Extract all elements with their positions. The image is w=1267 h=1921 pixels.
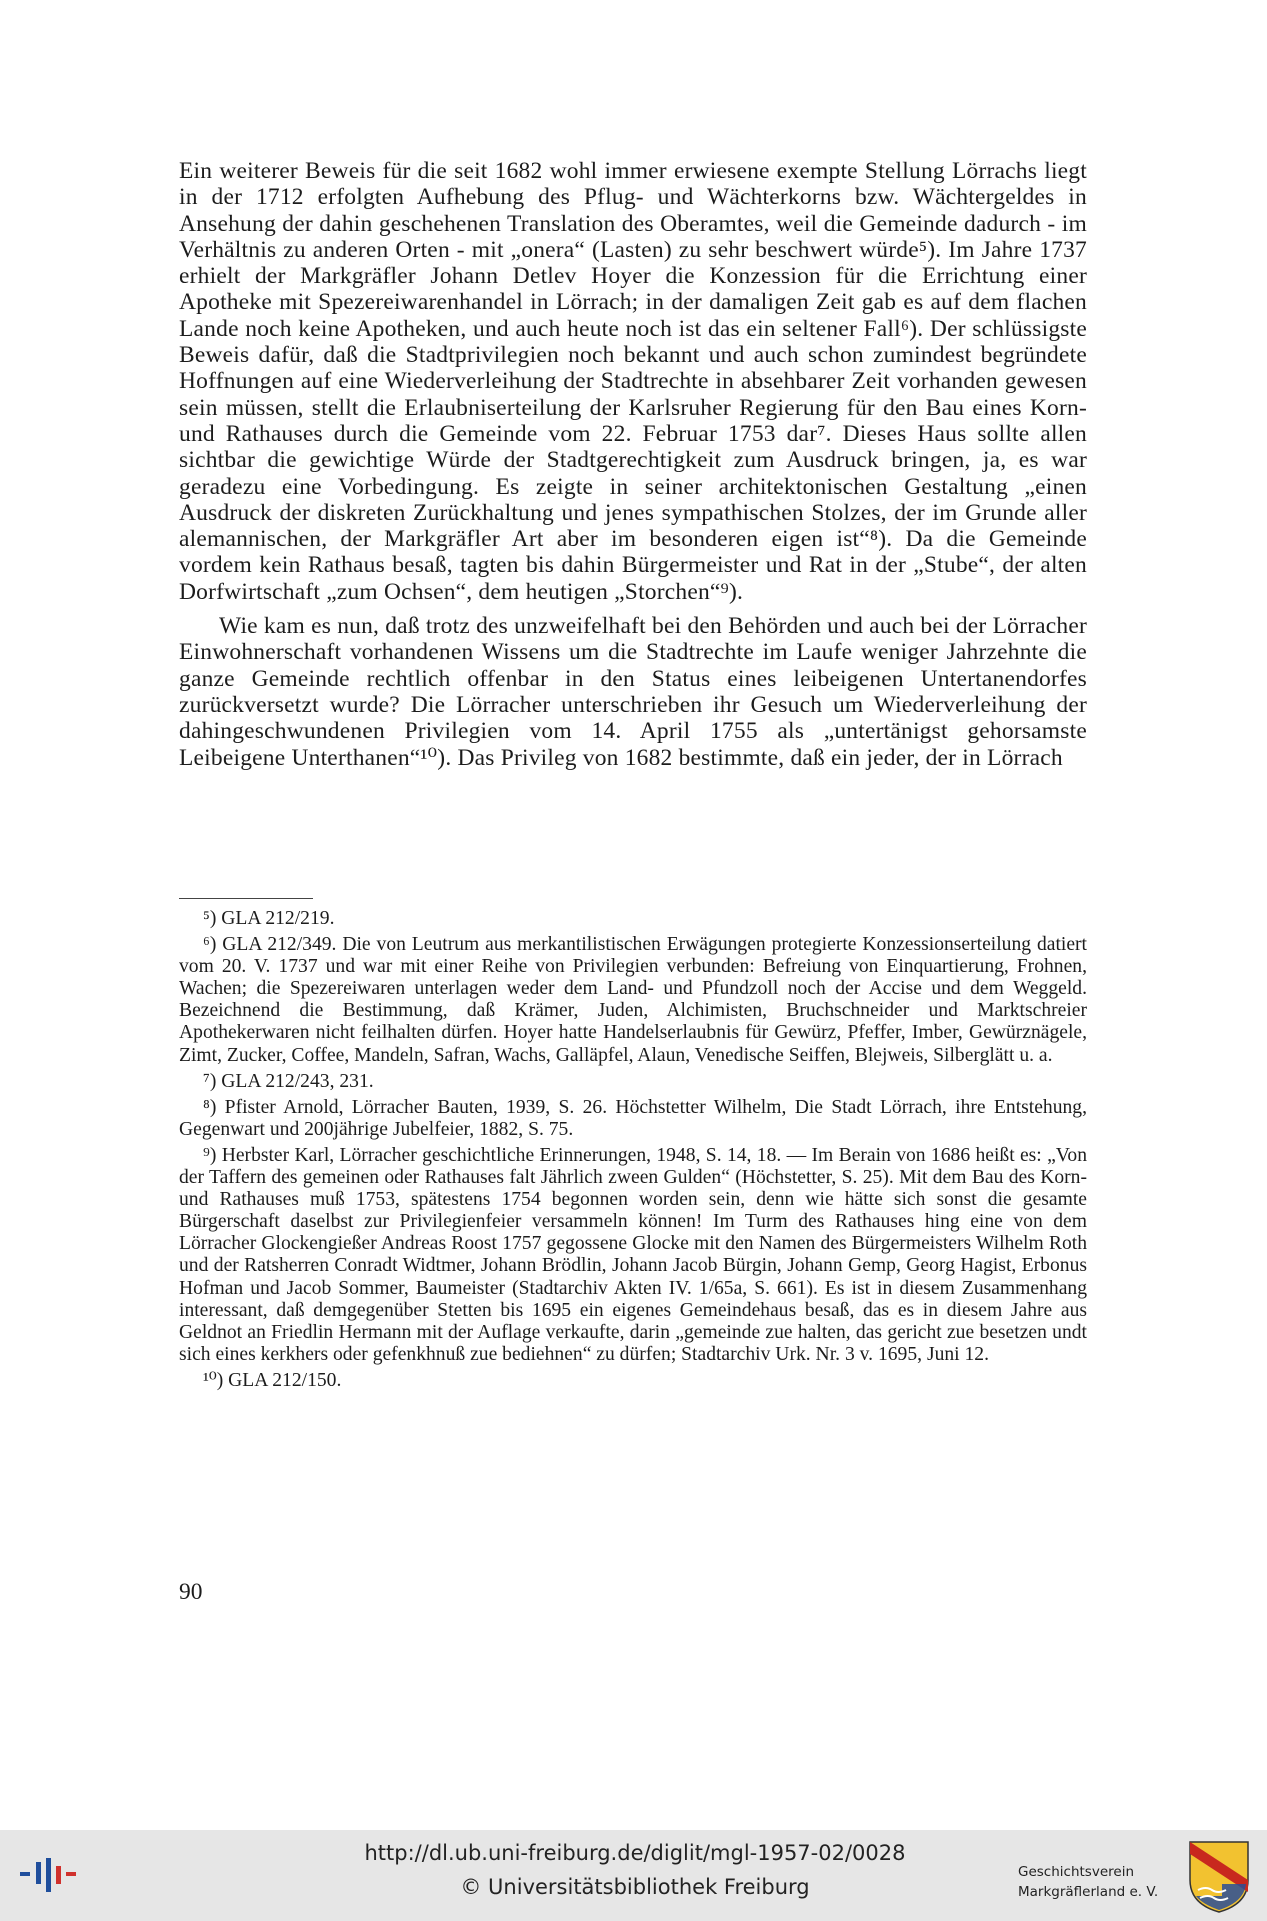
society-line-1: Geschichtsverein [1018,1864,1134,1880]
footnote-5: ⁵) GLA 212/219. [203,908,335,929]
body-paragraph: Wie kam es nun, daß trotz des unzweifelhaft bei den Behörden und auch bei der Lörracher Einwohnerschaft vorhandenen Wissens um die Stadtrechte im Laufe weniger Jahrzehnte die ganze Gemeinde rechtlich offenbar in den Status eines leibeigenen Untertanendorfes zurückversetzt wurde? Die Lörracher unterschrieben ihr Gesuch um Wiederverleihung der dahingeschwundenen Privilegien vom 14. April 1755 als „untertänigst gehorsamste Leibeigene Unterthanen“¹⁰). Das Privileg von 1682 bestimmte, daß ein jeder, der in Lörrach [179,613,1087,771]
main-text [179,158,1087,771]
footnote-divider [179,898,313,899]
page-number: 90 [179,1579,203,1605]
footnote-7: ⁷) GLA 212/243, 231. [203,1070,374,1092]
library-logo-icon[interactable] [18,1856,78,1898]
society-name[interactable] [1018,1862,1178,1902]
footer-bar [0,1830,1267,1921]
copyright-text: © Universitätsbibliothek Freiburg [460,1875,810,1899]
footnotes [179,908,1087,1396]
society-line-2: Markgräflerland e. V. [1018,1884,1159,1900]
body-paragraph: Ein weiterer Beweis für die seit 1682 wohl immer erwiesene exempte Stellung Lörrachs liegt in der 1712 erfolgten Aufhebung des Pflug- und Wächterkorns bzw. Wächtergeldes in Ansehung der dahin geschehenen Translation des Oberamtes, weil die Gemeinde dadurch - im Verhältnis zu anderen Orten - mit „onera“ (Lasten) zu sehr beschwert würde⁵). Im Jahre 1737 erhielt der Markgräfler Johann Detlev Hoyer die Konzession für die Errichtung einer Apotheke mit Spezereiwarenhandel in Lörrach; in der damaligen Zeit gab es auf dem flachen Lande noch keine Apotheken, und auch heute noch ist das ein seltener Fall⁶). Der schlüssigste Beweis dafür, daß die Stadtprivilegien noch bekannt und auch schon zumindest begründete Hoffnungen auf eine Wiederverleihung der Stadtrechte in absehbarer Zeit vorhanden gewesen sein müssen, stellt die Erlaubniserteilung der Karlsruher Regierung für den Bau eines Korn- und Rathauses durch die Gemeinde vom 22. Februar 1753 dar⁷. Dieses Haus sollte allen sichtbar die gewichtige Würde der Stadtgerechtigkeit zum Ausdruck bringen, ja, es war geradezu eine Vorbedingung. Es zeigte in seiner architektonischen Gestaltung „einen Ausdruck der diskreten Zurückhaltung und jenes sympathischen Stolzes, der im Grunde aller alemannischen, der Markgräfler Art aber im besonderen eigen ist“⁸). Da die Gemeinde vordem kein Rathaus besaß, tagten bis dahin Bürgermeister und Rat in der „Stube“, der alten Dorfwirtschaft „zum Ochsen“, dem heutigen „Storchen“⁹). [179,158,1087,605]
footnote-6: ⁶) GLA 212/349. Die von Leutrum aus merkantilistischen Erwägungen protegierte Konzessionserteilung datiert vom 20. V. 1737 und war mit einer Reihe von Privilegien verbunden: Befreiung von Einquartierung, Frohnen, Wachen; die Spezereiwaren unterlagen weder dem Land- und Pfundzoll noch der Accise und dem Weggeld. Bezeichnend die Bestimmung, daß Krämer, Juden, Alchimisten, Bruchschneider und Marktschreier Apothekerwaren nicht feilhalten dürfen. Hoyer hatte Handelserlaubnis für Gewürz, Pfeffer, Imber, Gewürznägele, Zimt, Zucker, Coffee, Mandeln, Safran, Wachs, Galläpfel, Alaun, Venedische Seiffen, Blejweis, Silberglätt u. a. [179,934,1087,1066]
coat-of-arms-icon[interactable] [1188,1840,1250,1914]
footer-links [290,1836,980,1904]
footnote-9: ⁹) Herbster Karl, Lörracher geschichtliche Erinnerungen, 1948, S. 14, 18. — Im Berain von 1686 heißt es: „Von der Taffern des gemeinen oder Rathauses falt Jährlich zween Gulden“ (Höchstetter, S. 25). Mit dem Bau des Korn- und Rathauses muß 1753, spätestens 1754 begonnen worden sein, denn wie hätte sich sonst die gesamte Bürgerschaft daselbst zur Privilegienfeier versammeln können! Im Turm des Rathauses hing eine von dem Lörracher Glockengießer Andreas Roost 1757 gegossene Glocke mit den Namen des Bürgermeisters Wilhelm Roth und der Ratsherren Conradt Widtmer, Johann Brödlin, Johann Jacob Bürgin, Johann Gemp, Georg Hagist, Erbonus Hofman und Jacob Sommer, Baumeister (Stadtarchiv Akten IV. 1/65a, S. 661). Es ist in diesem Zusammenhang interessant, daß demgegenüber Stetten bis 1695 ein eigenes Gemeindehaus besaß, das es in diesem Jahre aus Geldnot an Friedlin Hermann mit der Auflage verkaufte, darin „gemeinde zue halten, das gericht zue besetzen undt sich eines kerkhers oder gefenkhnuß zue bediehnen“ zu dürfen; Stadtarchiv Urk. Nr. 3 v. 1695, Juni 12. [179,1144,1087,1365]
permalink-url[interactable]: http://dl.ub.uni-freiburg.de/diglit/mgl-1957-02/0028 [364,1841,906,1865]
footnote-8: ⁸) Pfister Arnold, Lörracher Bauten, 1939, S. 26. Höchstetter Wilhelm, Die Stadt Lörrach, ihre Entstehung, Gegenwart und 200jährige Jubelfeier, 1882, S. 75. [179,1096,1087,1140]
footnote-10: ¹⁰) GLA 212/150. [203,1369,342,1391]
